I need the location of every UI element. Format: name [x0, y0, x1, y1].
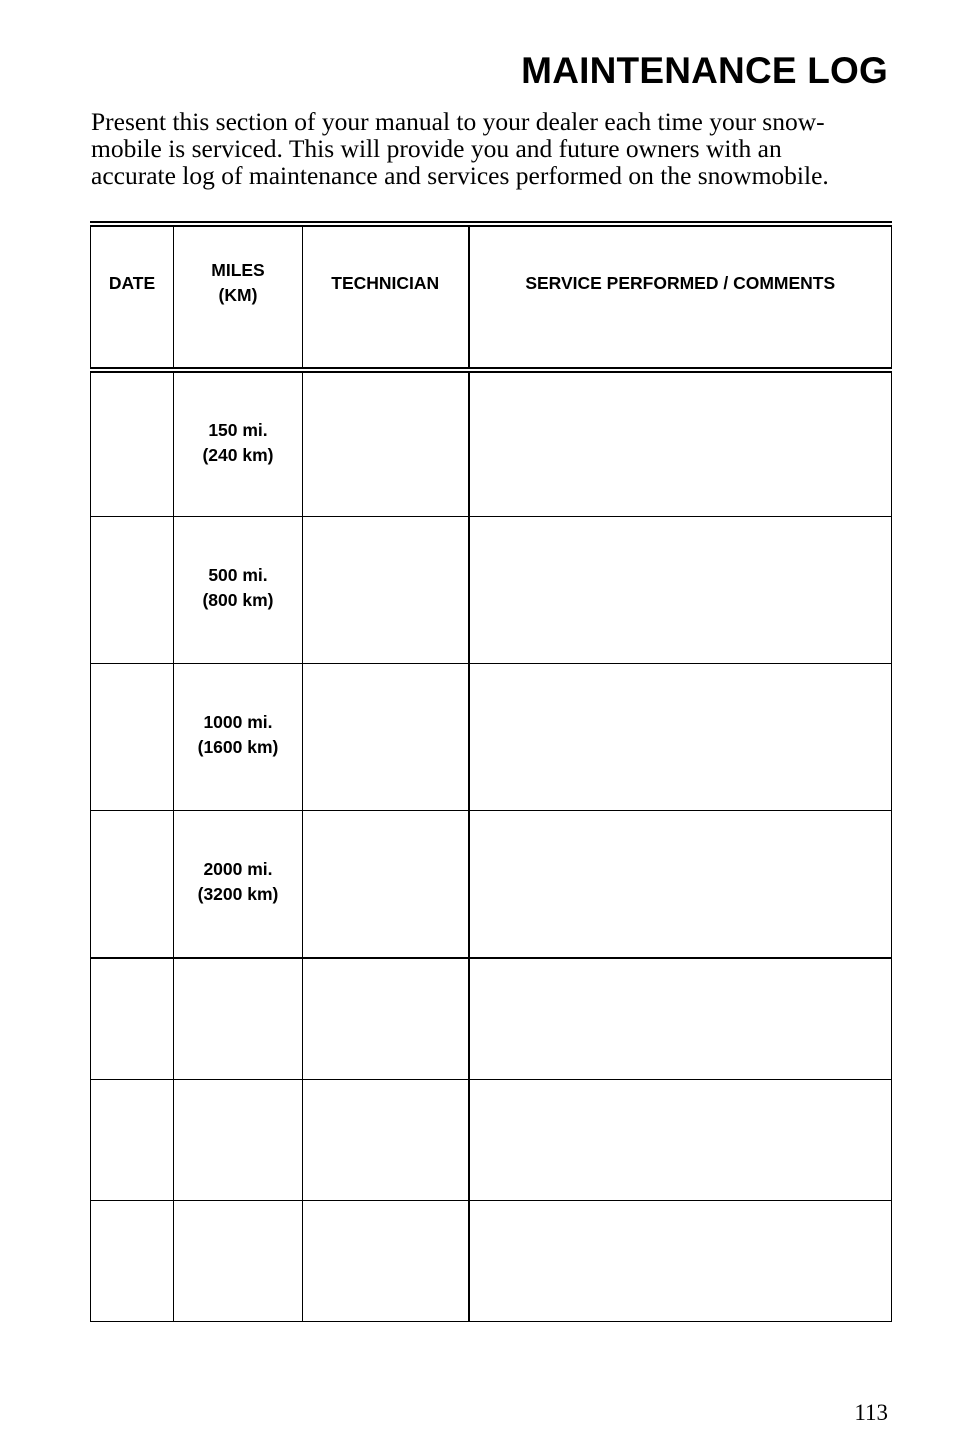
km-value: (800 km) — [202, 590, 274, 610]
header-km-label: (KM) — [218, 285, 258, 305]
miles-value: 1000 mi. — [203, 712, 273, 732]
miles-cell[interactable] — [174, 1201, 303, 1322]
service-comments-cell[interactable] — [469, 958, 892, 1080]
intro-line: accurate log of maintenance and services performed on the snowmobile. — [91, 161, 829, 190]
table-header-row — [91, 224, 892, 370]
miles-value: 2000 mi. — [203, 859, 273, 879]
miles-cell — [174, 664, 303, 811]
page-title: MAINTENANCE LOG — [521, 50, 888, 91]
technician-cell[interactable] — [303, 664, 469, 811]
table-row — [91, 1201, 892, 1322]
service-comments-cell[interactable] — [469, 1080, 892, 1201]
service-comments-cell[interactable] — [469, 664, 892, 811]
table-row — [91, 370, 892, 517]
date-cell[interactable] — [91, 1080, 174, 1201]
header-technician: TECHNICIAN — [303, 224, 469, 370]
technician-cell[interactable] — [303, 958, 469, 1080]
table-row — [91, 517, 892, 664]
date-cell[interactable] — [91, 958, 174, 1080]
table-row — [91, 958, 892, 1080]
technician-cell[interactable] — [303, 370, 469, 517]
miles-value: 500 mi. — [208, 565, 268, 585]
header-miles-label: MILES — [211, 260, 265, 280]
technician-cell[interactable] — [303, 1080, 469, 1201]
intro-paragraph — [91, 108, 891, 189]
header-date: DATE — [91, 224, 174, 370]
intro-line: mobile is serviced. This will provide you and future owners with an — [91, 134, 782, 163]
maintenance-log-table — [90, 221, 892, 1322]
technician-cell[interactable] — [303, 517, 469, 664]
service-comments-cell[interactable] — [469, 811, 892, 959]
table-row — [91, 664, 892, 811]
miles-cell — [174, 517, 303, 664]
miles-cell — [174, 370, 303, 517]
service-comments-cell[interactable] — [469, 517, 892, 664]
table-row — [91, 811, 892, 959]
service-comments-cell[interactable] — [469, 370, 892, 517]
technician-cell[interactable] — [303, 811, 469, 959]
date-cell[interactable] — [91, 370, 174, 517]
date-cell[interactable] — [91, 664, 174, 811]
page-number: 113 — [854, 1400, 888, 1425]
date-cell[interactable] — [91, 517, 174, 664]
technician-cell[interactable] — [303, 1201, 469, 1322]
date-cell[interactable] — [91, 811, 174, 959]
date-cell[interactable] — [91, 1201, 174, 1322]
miles-cell — [174, 811, 303, 959]
km-value: (3200 km) — [197, 884, 279, 904]
header-service-comments: SERVICE PERFORMED / COMMENTS — [469, 224, 892, 370]
km-value: (1600 km) — [197, 737, 279, 757]
intro-line: Present this section of your manual to your dealer each time your snow- — [91, 107, 825, 136]
table-row — [91, 1080, 892, 1201]
header-miles — [174, 224, 303, 370]
miles-cell[interactable] — [174, 958, 303, 1080]
km-value: (240 km) — [202, 444, 274, 465]
miles-cell[interactable] — [174, 1080, 303, 1201]
service-comments-cell[interactable] — [469, 1201, 892, 1322]
miles-value: 150 mi. — [208, 419, 268, 440]
